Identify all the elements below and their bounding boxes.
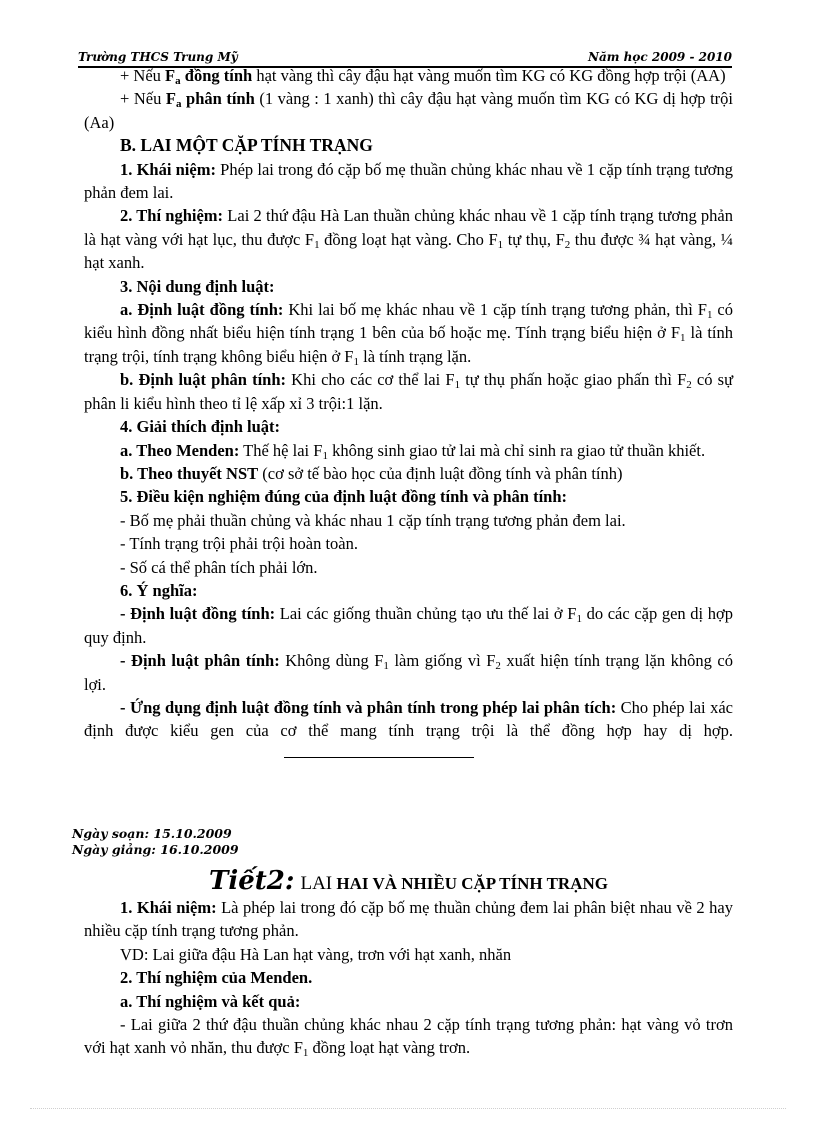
paragraph-khai-niem-2: 1. Khái niệm: Là phép lai trong đó cặp bố mẹ thuần chủng đem lai phân biệt nhau về 2 hay nhiều cặp tính trạng tương phản. — [84, 898, 733, 941]
heading-thi-nghiem-menden: 2. Thí nghiệm của Menden. — [120, 968, 313, 988]
section-b-title: B. LAI MỘT CẶP TÍNH TRẠNG — [120, 135, 373, 156]
heading-thi-nghiem-ket-qua: a. Thí nghiệm và kết quả: — [120, 991, 301, 1011]
lesson-number: Tiết2: — [209, 866, 295, 896]
paragraph-khai-niem: 1. Khái niệm: Phép lai trong đó cặp bố mẹ thuần chủng khác nhau về 1 cặp tính trạng tương phản đem lai. — [84, 159, 733, 203]
paragraph-theo-menden: a. Theo Menden: Thế hệ lai $F_1$ không sinh giao tử lai mà chỉ sinh ra giao tử thuần khiết. — [120, 440, 706, 462]
paragraph-dong-tinh: a. Định luật đồng tính: Khi lai bố mẹ khác nhau về 1 cặp tính trạng tương phản, thì $F_1$ có kiểu hình đồng nhất biểu hiện tính trạng 1 bên của bố hoặc mẹ. Tính trạng biểu hiện ở $F_1$ là tính trạng trội, tính trạng không biểu hiện ở $F_1$ là tính trạng lặn. — [84, 300, 734, 368]
heading-noi-dung: 3. Nội dung định luật: — [120, 276, 275, 296]
date-soan: Ngày soạn: 15.10.2009 — [72, 826, 232, 841]
paragraph-lai-2-thu: - Lai giữa 2 thứ đậu thuần chủng khác nhau 2 cặp tính trạng tương phản: hạt vàng vỏ trơn với hạt xanh vỏ nhăn, thu được $F_1$ đồng loạt hạt vàng trơn. — [84, 1015, 733, 1060]
lesson-title-lai: LAI — [300, 873, 333, 894]
paragraph-y-nghia-phan-tinh: - Định luật phân tính: Không dùng $F_1$ làm giống vì $F_2$ xuất hiện tính trạng lặn không có lợi. — [84, 651, 734, 694]
paragraph-fa-dong-tinh: + Nếu $F_a$ đồng tính hạt vàng thì cây đậu hạt vàng muốn tìm KG có KG đồng hợp trội (AA) — [120, 66, 726, 87]
heading-giai-thich: 4. Giải thích định luật: — [120, 417, 280, 437]
paragraph-y-nghia-dong-tinh: - Định luật đồng tính: Lai các giống thuần chủng tạo ưu thế lai ở $F_1$ do các cặp gen dị hợp quy định. — [84, 604, 733, 647]
paragraph-vd: VD: Lai giữa đậu Hà Lan hạt vàng, trơn với hạt xanh, nhăn — [120, 944, 512, 964]
lesson-title-rest: HAI VÀ NHIỀU CẶP TÍNH TRẠNG — [332, 874, 608, 893]
paragraph-ung-dung: - Ứng dụng định luật đồng tính và phân tính trong phép lai phân tích: Cho phép lai xác định được kiểu gen của cơ thể mang tính trạng trội là thể đồng hợp hay dị hợp. — [84, 696, 733, 766]
header-year: Năm học 2009 - 2010 — [588, 50, 732, 64]
list-item-dieu-kien-3: - Số cá thể phân tích phải lớn. — [120, 557, 318, 577]
paragraph-theo-nst: b. Theo thuyết NST (cơ sở tế bào học của định luật đồng tính và phân tính) — [120, 463, 623, 483]
section-end-rule — [284, 757, 474, 758]
list-item-dieu-kien-2: - Tính trạng trội phải trội hoàn toàn. — [120, 534, 358, 554]
document-body — [84, 64, 733, 766]
lesson-title — [84, 866, 733, 896]
header-school: Trường THCS Trung Mỹ — [78, 50, 238, 64]
paragraph-thi-nghiem: 2. Thí nghiệm: Lai 2 thứ đậu Hà Lan thuần chủng khác nhau về 1 cặp tính trạng tương phản là hạt vàng với hạt lục, thu được $F_1$ đồng loạt hạt vàng. Cho $F_1$ tự thụ, $F_2$ thu được ¾ hạt vàng, ¼ hạt xanh. — [84, 206, 733, 273]
date-giang: Ngày giảng: 16.10.2009 — [72, 842, 239, 857]
heading-y-nghia: 6. Ý nghĩa: — [120, 580, 198, 600]
list-item-dieu-kien-1: - Bố mẹ phải thuần chủng và khác nhau 1 cặp tính trạng tương phản đem lai. — [120, 510, 626, 530]
paragraph-fa-phan-tinh: + Nếu $F_a$ phân tính (1 vàng : 1 xanh) thì cây đậu hạt vàng muốn tìm KG có KG dị hợp trội (Aa) — [84, 89, 734, 132]
lesson-dates — [72, 826, 239, 858]
heading-dieu-kien: 5. Điều kiện nghiệm đúng của định luật đồng tính và phân tính: — [120, 487, 568, 507]
page-bottom-dotted-rule — [30, 1108, 786, 1109]
document-body-2 — [84, 896, 733, 1060]
paragraph-phan-tinh: b. Định luật phân tính: Khi cho các cơ thể lai $F_1$ tự thụ phấn hoặc giao phấn thì $F_2$ có sự phân li kiểu hình theo tỉ lệ xấp xỉ 3 trội:1 lặn. — [84, 370, 734, 413]
